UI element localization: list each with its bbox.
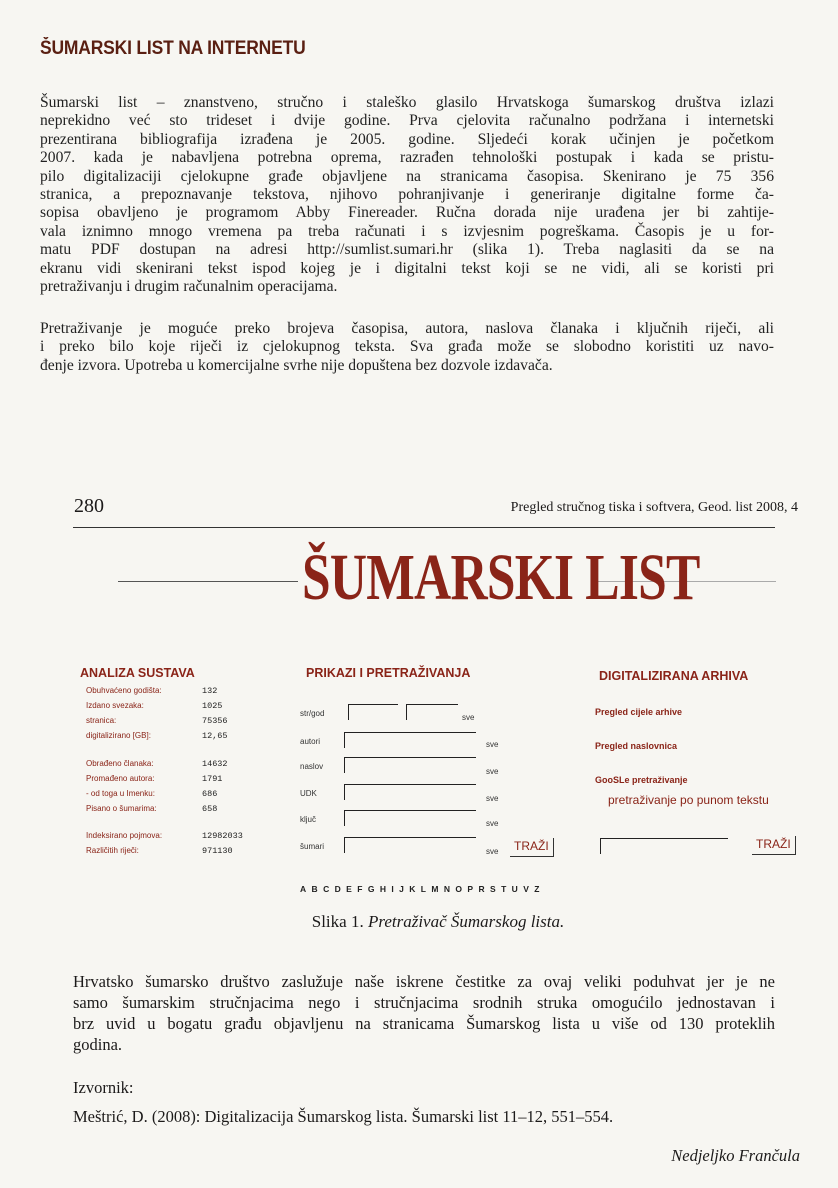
fulltext-label: pretraživanje po punom tekstu — [608, 793, 769, 807]
field-label-str-god: str/god — [300, 709, 325, 718]
stat-value: 132 — [202, 686, 218, 696]
sve-label: sve — [486, 740, 499, 749]
stat-value: 12,65 — [202, 731, 228, 741]
sve-label: sve — [462, 713, 475, 722]
stat-label: Indeksirano pojmova: — [86, 831, 163, 840]
archive-link-goosle[interactable]: GooSLe pretraživanje — [595, 775, 688, 785]
paragraph-line: stranica, a prepoznavanje tekstova, njihovo pohranjivanje i generiranje digitalne forme ča- — [40, 185, 774, 203]
field-label-sumari: šumari — [300, 842, 325, 851]
paragraph-line: sopisa obavljeno je programom Abby Finereader. Ručna dorada nije urađena jer bi zahtije- — [40, 204, 774, 222]
figure-caption — [0, 912, 838, 932]
archive-link-covers[interactable]: Pregled naslovnica — [595, 741, 678, 751]
paragraph-line: matu PDF dostupan na adresi http://sumlist.sumari.hr (slika 1). Treba naglasiti da se na — [40, 241, 774, 259]
author-signature: Nedjeljko Frančula — [671, 1146, 800, 1165]
sve-label: sve — [486, 767, 499, 776]
paragraph-line: đenje izvora. Upotreba u komercijalne svrhe nije dopuštena bez dozvole izdavača. — [40, 356, 553, 374]
paragraph-line: Pretraživanje je moguće preko brojeva časopisa, autora, naslova članaka i ključnih riječi, ali — [40, 320, 774, 337]
paragraph-line: neprekidno već sto trideset i dvije godine. Prva cjelovita računalno podržana i internetski — [40, 112, 774, 130]
paragraph-line: godina. — [73, 1035, 123, 1054]
figure-rule-left — [118, 581, 298, 582]
article-heading: ŠUMARSKI LIST NA INTERNETU — [40, 38, 306, 59]
stat-value: 658 — [202, 804, 218, 814]
running-head: Pregled stručnog tiska i softvera, Geod. list 2008, 4 — [510, 500, 798, 515]
stat-value: 686 — [202, 789, 218, 799]
title-field[interactable] — [344, 757, 476, 773]
paragraph-line: Hrvatsko šumarsko društvo zaslužuje naše iskrene čestitke za ovaj veliki poduhvat jer je ne — [73, 972, 775, 991]
stat-label: Obrađeno članaka: — [86, 759, 154, 768]
stat-label: Različitih riječi: — [86, 846, 139, 855]
caption-prefix: Slika 1. — [311, 912, 368, 931]
stat-label: Promađeno autora: — [86, 774, 155, 783]
col-heading-analysis: ANALIZA SUSTAVA — [80, 666, 195, 680]
stat-value: 971130 — [202, 846, 233, 856]
udk-field[interactable] — [344, 784, 476, 800]
archive-link-all[interactable]: Pregled cijele arhive — [595, 707, 683, 717]
fulltext-search-button[interactable]: TRAŽI — [752, 836, 796, 855]
paragraph-line: pretraživanju i drugim računalnim operacijama. — [40, 277, 338, 295]
paragraph-line: prezentirana bibliografija izrađena je 2005. godine. Sljedeći korak učinjen je početkom — [40, 130, 774, 148]
page-number: 280 — [74, 495, 104, 517]
stat-value: 75356 — [202, 716, 228, 726]
paragraph-line: pilo digitalizaciji cjelokupne građe objavljene na stranicama časopisa. Skenirano je 75 356 — [40, 167, 774, 185]
god-field[interactable] — [406, 704, 458, 720]
author-field[interactable] — [344, 732, 476, 748]
stat-label: Obuhvaćeno godišta: — [86, 686, 162, 695]
stat-value: 14632 — [202, 759, 228, 769]
forester-field[interactable] — [344, 837, 476, 853]
source-reference: Meštrić, D. (2008): Digitalizacija Šumarskog lista. Šumarski list 11–12, 551–554. — [73, 1107, 614, 1126]
figure-logo-title: ŠUMARSKI LIST — [302, 541, 700, 614]
paragraph-3 — [73, 971, 775, 1055]
paragraph-line: vala iznimno mnogo vremena pa treba računati i s izvjesnim pogreškama. Časopis je u for- — [40, 222, 774, 240]
paragraph-1 — [40, 94, 774, 296]
sve-label: sve — [486, 847, 499, 856]
source-label: Izvornik: — [73, 1078, 134, 1097]
str-field[interactable] — [348, 704, 398, 720]
search-button[interactable]: TRAŽI — [510, 838, 554, 857]
field-label-udk: UDK — [300, 789, 317, 798]
field-label-autori: autori — [300, 737, 321, 746]
fulltext-field[interactable] — [600, 838, 728, 854]
stat-value: 1791 — [202, 774, 223, 784]
sve-label: sve — [486, 794, 499, 803]
stat-label: Pisano o šumarima: — [86, 804, 157, 813]
header-rule — [73, 527, 775, 528]
paragraph-line: i preko bilo koje riječi iz cjelokupnog teksta. Sva građa može se slobodno koristiti uz navo- — [40, 338, 774, 356]
stat-value: 1025 — [202, 701, 223, 711]
stat-label: stranica: — [86, 716, 117, 725]
stat-value: 12982033 — [202, 831, 243, 841]
col-heading-archive: DIGITALIZIRANA ARHIVA — [599, 669, 749, 683]
stat-label: digitalizirano [GB]: — [86, 731, 151, 740]
stat-label: Izdano svezaka: — [86, 701, 144, 710]
alphabet-index[interactable]: ABCDEFGHIJKLMNOPRSTUVZ — [300, 884, 545, 894]
keyword-field[interactable] — [344, 810, 476, 826]
paragraph-line: ekranu vidi skenirani tekst ispod kojeg je i digitalni tekst koji se ne vidi, ali se koristi pri — [40, 259, 774, 277]
col-heading-search: PRIKAZI I PRETRAŽIVANJA — [306, 666, 471, 680]
field-label-kljuc: ključ — [300, 815, 317, 824]
paragraph-line: brz uvid u bogatu građu objavljenu na stranicama Šumarskog lista u više od 130 proteklih — [73, 1014, 775, 1033]
field-label-naslov: naslov — [300, 762, 324, 771]
paragraph-line: Šumarski list – znanstveno, stručno i staleško glasilo Hrvatskoga šumarskog društva izlazi — [40, 94, 774, 111]
paragraph-2 — [40, 320, 774, 375]
sve-label: sve — [486, 819, 499, 828]
paragraph-line: 2007. kada je nabavljena potrebna oprema, razrađen tehnološki postupak i kada se pristu- — [40, 149, 774, 167]
stat-label: - od toga u Imenku: — [86, 789, 155, 798]
paragraph-line: samo šumarskim stručnjacima nego i stručnjacima srodnih struka omogućilo jednostavan i — [73, 993, 775, 1012]
caption-text: Pretraživač Šumarskog lista. — [367, 912, 565, 931]
